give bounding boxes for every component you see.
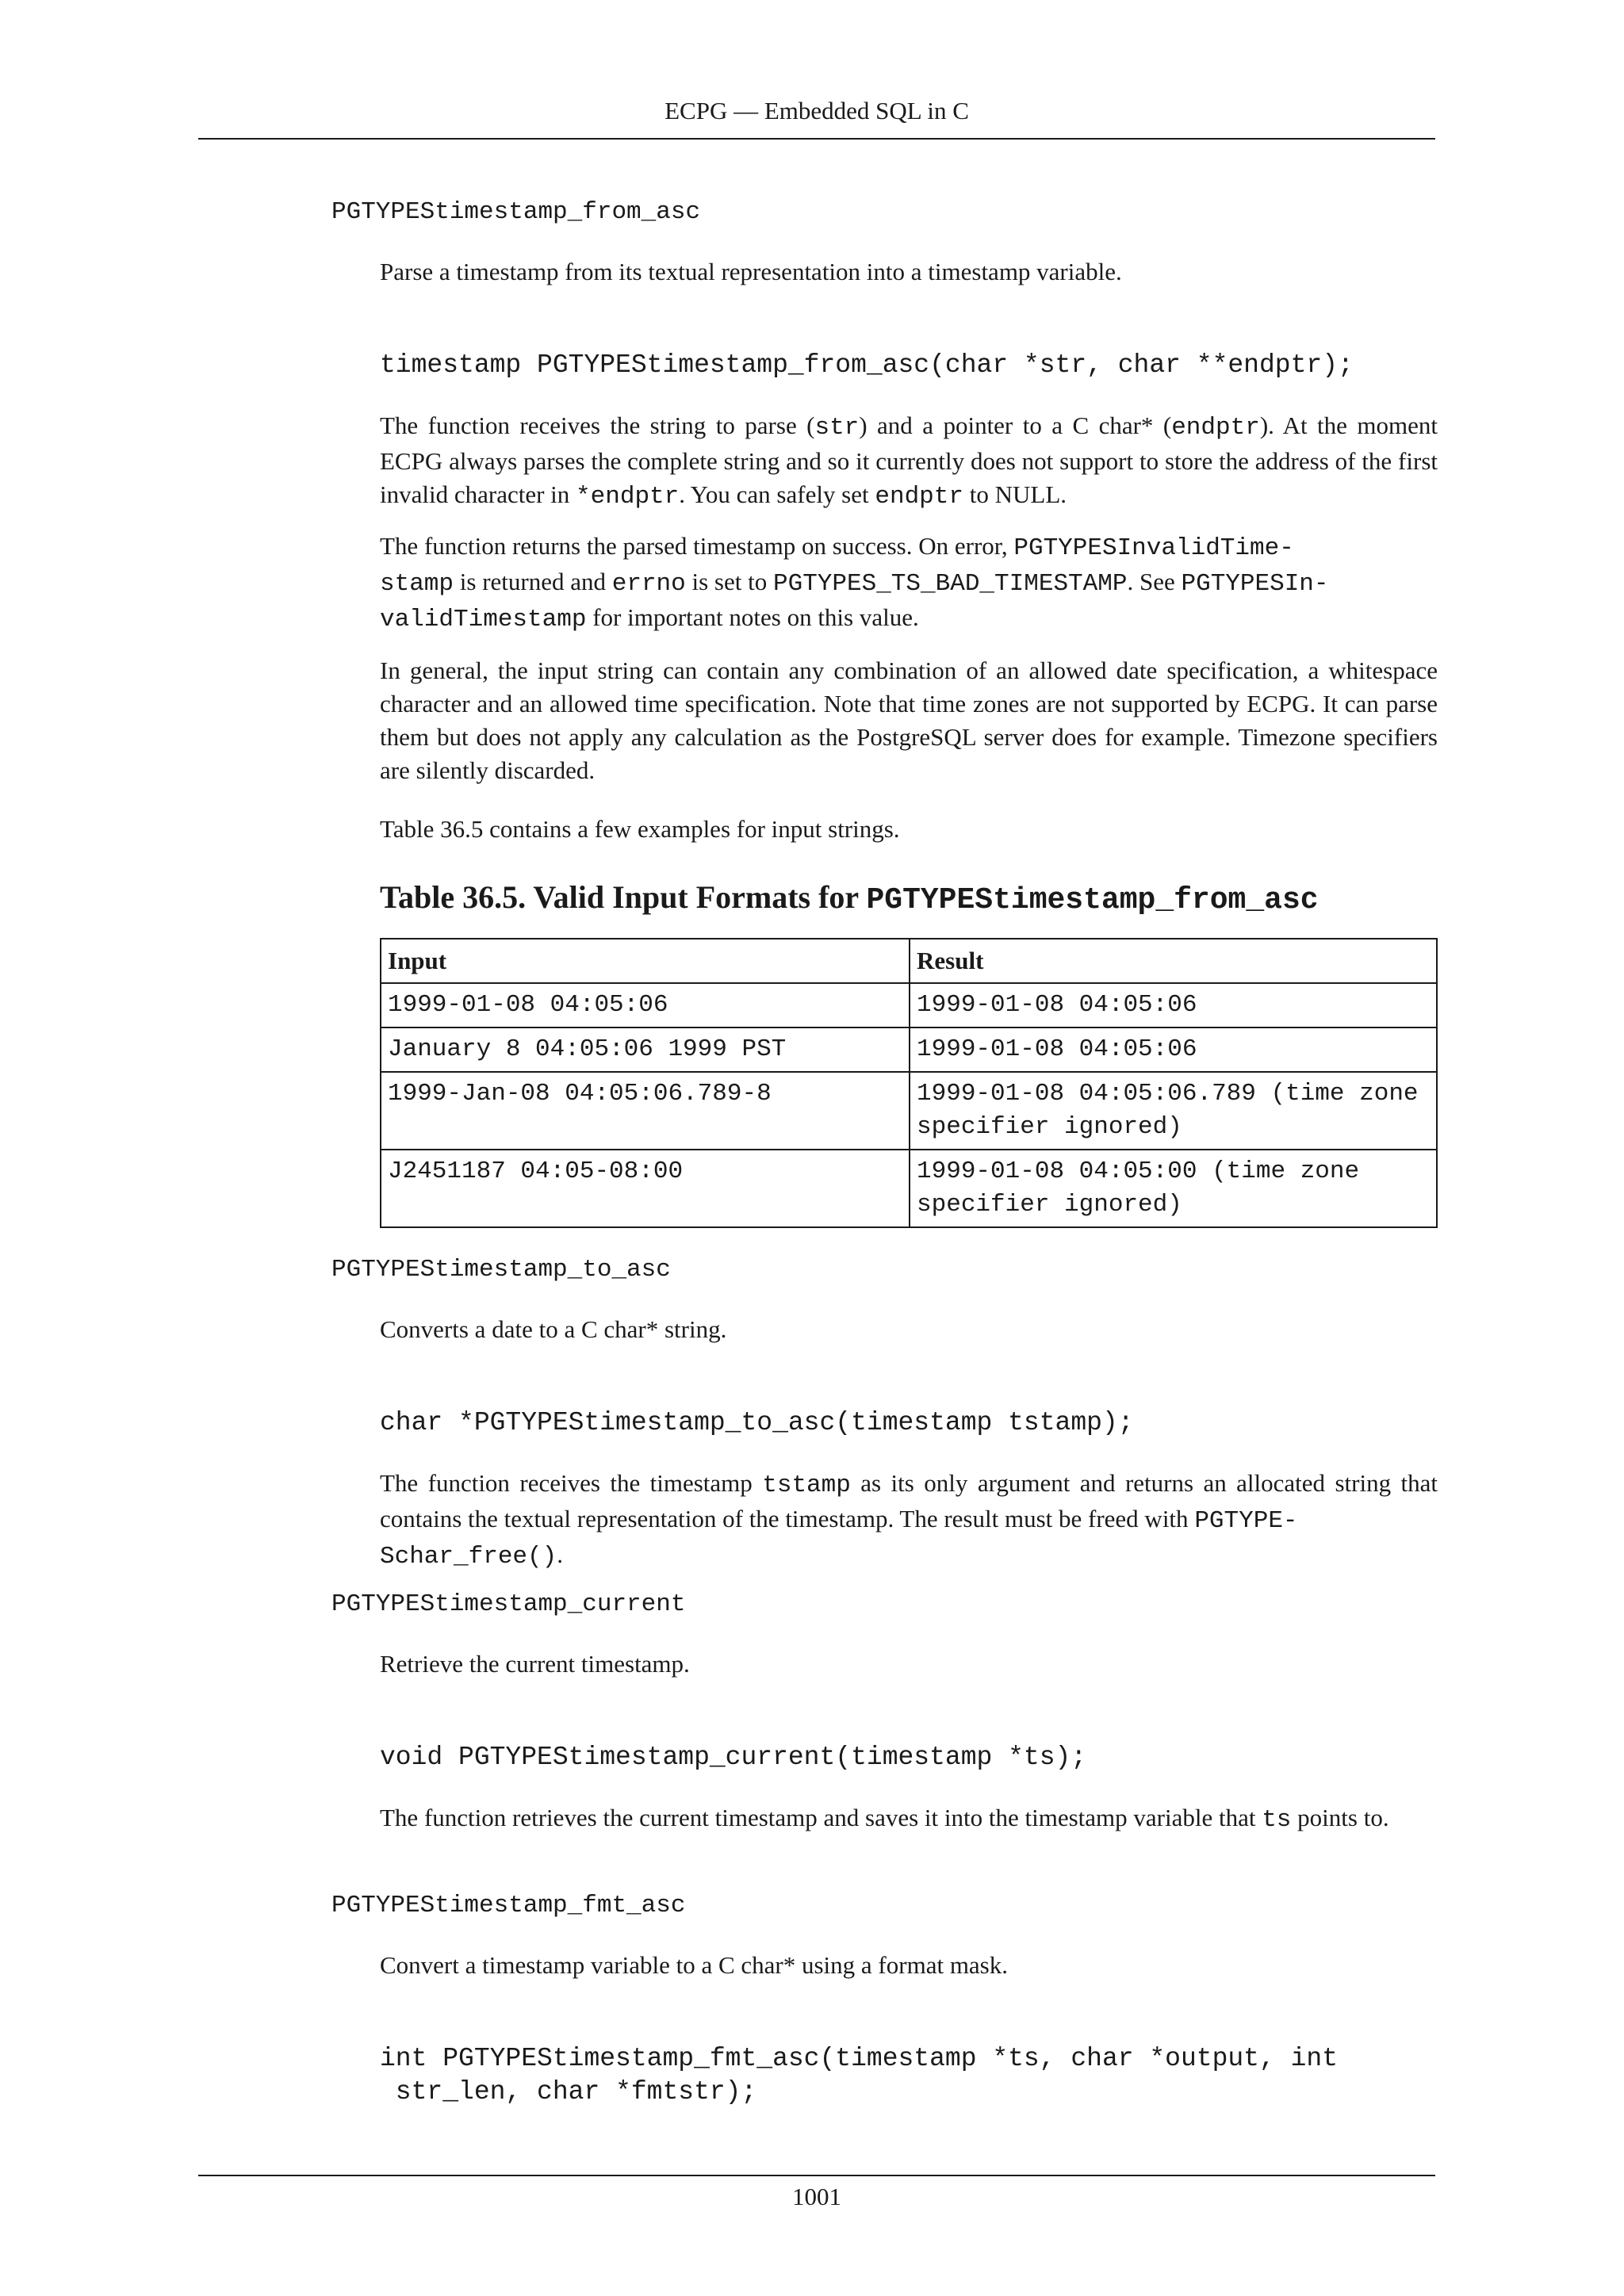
term-timestamp-from-asc: PGTYPEStimestamp_from_asc <box>331 198 701 226</box>
code-str: str <box>814 414 860 442</box>
paragraph-from-asc-args <box>380 409 1438 514</box>
paragraph-current <box>380 1801 1438 1837</box>
table-header-result: Result <box>910 939 1437 983</box>
table-cell-result: 1999-01-08 04:05:00 (time zone specifier ignored) <box>910 1150 1437 1227</box>
code-invalid-timestamp: PGTYPESInvalidTime- <box>1013 534 1294 562</box>
table-title-code: PGTYPEStimestamp_from_asc <box>866 883 1319 917</box>
code-invalid-timestamp-ref: PGTYPESIn- <box>1181 570 1329 598</box>
paragraph-from-asc-table-ref: Table 36.5 contains a few examples for input strings. <box>380 815 900 843</box>
code-free-fn-cont: Schar_free() <box>380 1543 557 1571</box>
text-span: to NULL. <box>963 480 1067 508</box>
table-cell-input: January 8 04:05:06 1999 PST <box>381 1027 910 1072</box>
code-tstamp: tstamp <box>762 1471 851 1499</box>
term-timestamp-to-asc: PGTYPEStimestamp_to_asc <box>331 1256 671 1284</box>
table-row <box>381 1150 1437 1227</box>
table-row <box>381 983 1437 1027</box>
header-rule <box>198 138 1435 140</box>
text-span: as its only argument and returns an allocated string that contains the textual representation of the timestamp. The result must be freed with <box>380 1469 1438 1533</box>
text-span: The function returns the parsed timestamp on success. On error, <box>380 532 1014 560</box>
term-timestamp-fmt-asc: PGTYPEStimestamp_fmt_asc <box>331 1892 686 1919</box>
table-cell-result: 1999-01-08 04:05:06 <box>910 983 1437 1027</box>
synopsis-timestamp-current: void PGTYPEStimestamp_current(timestamp *ts); <box>380 1743 1087 1772</box>
synopsis-timestamp-from-asc: timestamp PGTYPEStimestamp_from_asc(char *str, char **endptr); <box>380 350 1354 380</box>
table-header-row <box>381 939 1437 983</box>
text-span: for important notes on this value. <box>586 603 919 631</box>
text-span: ). At the moment ECPG always parses the complete string and so it currently does not support to store the address of the first invalid character in <box>380 411 1438 508</box>
synopsis-timestamp-fmt-asc-cont: str_len, char *fmtstr); <box>380 2077 757 2107</box>
table-row <box>381 1072 1437 1150</box>
desc-timestamp-current: Retrieve the current timestamp. <box>380 1650 690 1678</box>
desc-timestamp-fmt-asc: Convert a timestamp variable to a C char* using a format mask. <box>380 1951 1008 1979</box>
term-timestamp-current: PGTYPEStimestamp_current <box>331 1590 686 1618</box>
desc-timestamp-to-asc: Converts a date to a C char* string. <box>380 1315 727 1343</box>
table-title <box>380 877 1319 921</box>
input-formats-table <box>380 938 1438 1228</box>
page-number: 1001 <box>792 2183 841 2210</box>
code-free-fn: PGTYPE- <box>1194 1507 1298 1535</box>
text-span: . You can safely set <box>679 480 875 508</box>
synopsis-timestamp-to-asc: char *PGTYPEStimestamp_to_asc(timestamp tstamp); <box>380 1408 1134 1437</box>
footer-rule <box>198 2175 1435 2176</box>
paragraph-from-asc-return <box>380 530 1438 637</box>
paragraph-to-asc <box>380 1467 1438 1574</box>
code-ts: ts <box>1262 1806 1292 1834</box>
table-cell-input: J2451187 04:05-08:00 <box>381 1150 910 1227</box>
text-span: . <box>557 1540 563 1568</box>
code-endptr-deref: *endptr <box>576 483 680 511</box>
paragraph-from-asc-general: In general, the input string can contain any combination of an allowed date specification, a whitespace character and an allowed time specification. Note that time zones are not supported by ECPG. It can parse them but does not apply any calculation as the PostgreSQL server does for example. Timezone specifiers are silently discarded. <box>380 656 1438 784</box>
text-span: is returned and <box>454 568 612 595</box>
text-span: is set to <box>685 568 773 595</box>
code-invalid-timestamp-ref-cont: validTimestamp <box>380 606 587 633</box>
table-header-input: Input <box>381 939 910 983</box>
code-endptr: endptr <box>875 483 963 511</box>
text-span: The function receives the string to parse ( <box>380 411 815 439</box>
table-title-text: Table 36.5. Valid Input Formats for <box>380 879 867 915</box>
text-span: points to. <box>1291 1804 1389 1831</box>
code-bad-timestamp: PGTYPES_TS_BAD_TIMESTAMP <box>772 570 1128 598</box>
code-errno: errno <box>611 570 686 598</box>
table-cell-input: 1999-01-08 04:05:06 <box>381 983 910 1027</box>
synopsis-timestamp-fmt-asc: int PGTYPEStimestamp_fmt_asc(timestamp *ts, char *output, int <box>380 2044 1338 2073</box>
table-cell-result: 1999-01-08 04:05:06 <box>910 1027 1437 1072</box>
text-span: The function receives the timestamp <box>380 1469 763 1497</box>
code-endptr: endptr <box>1171 414 1260 442</box>
text-span: . See <box>1127 568 1182 595</box>
table-cell-result: 1999-01-08 04:05:06.789 (time zone specifier ignored) <box>910 1072 1437 1150</box>
code-invalid-timestamp-cont: stamp <box>380 570 454 598</box>
desc-timestamp-from-asc: Parse a timestamp from its textual representation into a timestamp variable. <box>380 258 1122 285</box>
text-span: The function retrieves the current timestamp and saves it into the timestamp variable that <box>380 1804 1262 1831</box>
table-cell-input: 1999-Jan-08 04:05:06.789-8 <box>381 1072 910 1150</box>
running-header: ECPG — Embedded SQL in C <box>665 97 969 124</box>
text-span: ) and a pointer to a C char* ( <box>859 411 1172 439</box>
table-row <box>381 1027 1437 1072</box>
